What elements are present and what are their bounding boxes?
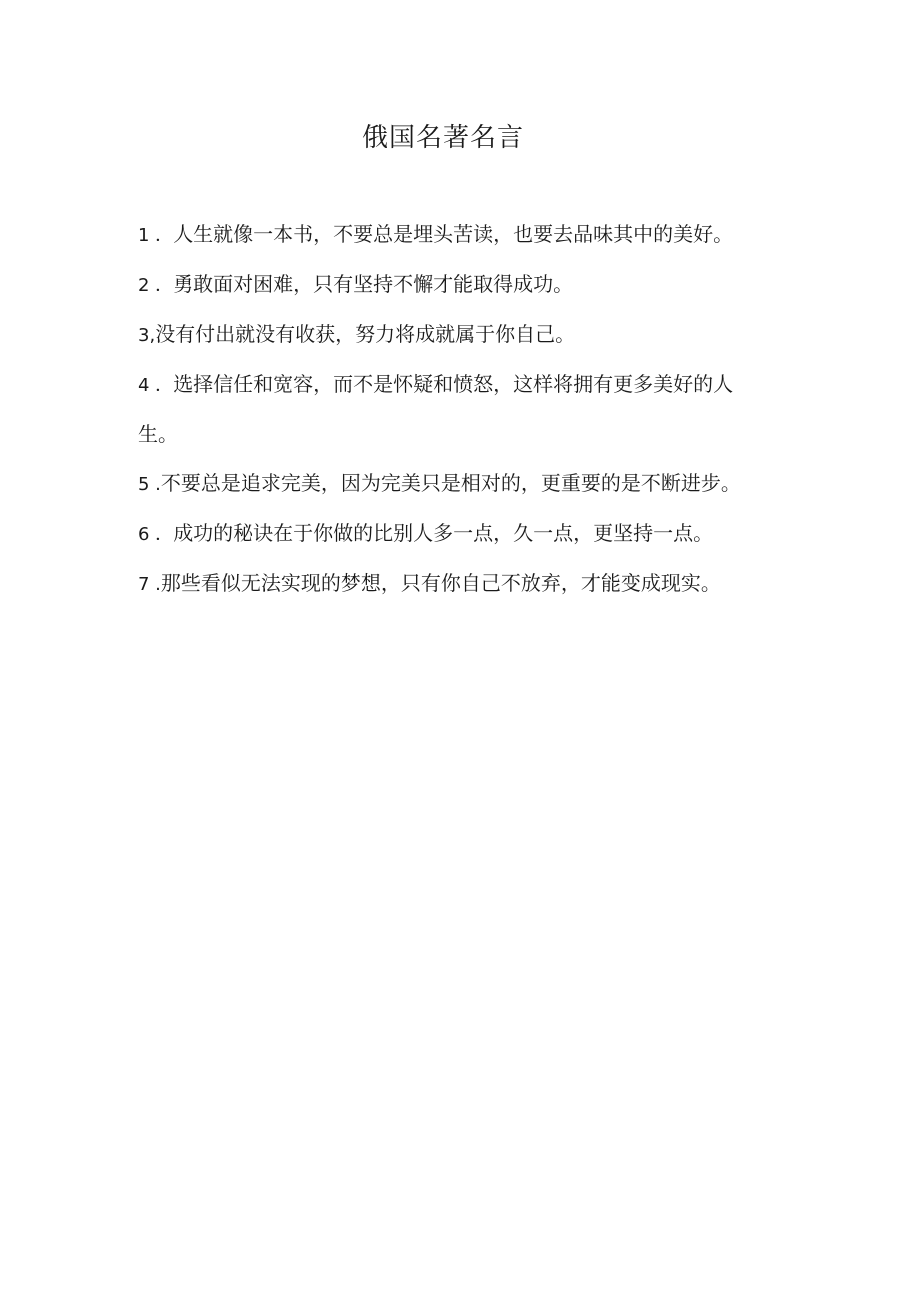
quote-item xyxy=(138,210,742,260)
quote-item xyxy=(138,260,742,310)
quote-text: 那些看似无法实现的梦想，只有你自己不放弃，才能变成现实。 xyxy=(160,571,721,595)
document-title: 俄国名著名言 xyxy=(361,123,524,153)
quote-list xyxy=(138,210,742,609)
quote-text: 没有付出就没有收获，努力将成就属于你自己。 xyxy=(155,322,576,346)
quote-number: 2 ． xyxy=(138,275,174,296)
quote-item xyxy=(138,559,742,609)
quote-text: 成功的秘诀在于你做的比别人多一点，久一点，更坚持一点。 xyxy=(173,521,714,545)
quote-number: 6 ． xyxy=(138,524,174,545)
quote-number: 7 . xyxy=(138,574,161,595)
quote-item xyxy=(138,360,742,459)
quote-text: 勇敢面对困难，只有坚持不懈才能取得成功。 xyxy=(173,272,574,296)
quote-text: 选择信任和宽容，而不是怀疑和愤怒，这样将拥有更多美好的人生。 xyxy=(138,372,734,446)
quote-item xyxy=(138,459,742,509)
quote-item xyxy=(138,509,742,559)
quote-text: 人生就像一本书，不要总是埋头苦读，也要去品味其中的美好。 xyxy=(173,222,734,246)
quote-number: 1 ． xyxy=(138,225,174,246)
quote-number: 3, xyxy=(138,325,156,346)
quote-number: 4 ． xyxy=(138,375,174,396)
quote-text: 不要总是追求完美，因为完美只是相对的，更重要的是不断进步。 xyxy=(160,471,741,495)
quote-number: 5 . xyxy=(138,474,161,495)
quote-item xyxy=(138,310,742,360)
